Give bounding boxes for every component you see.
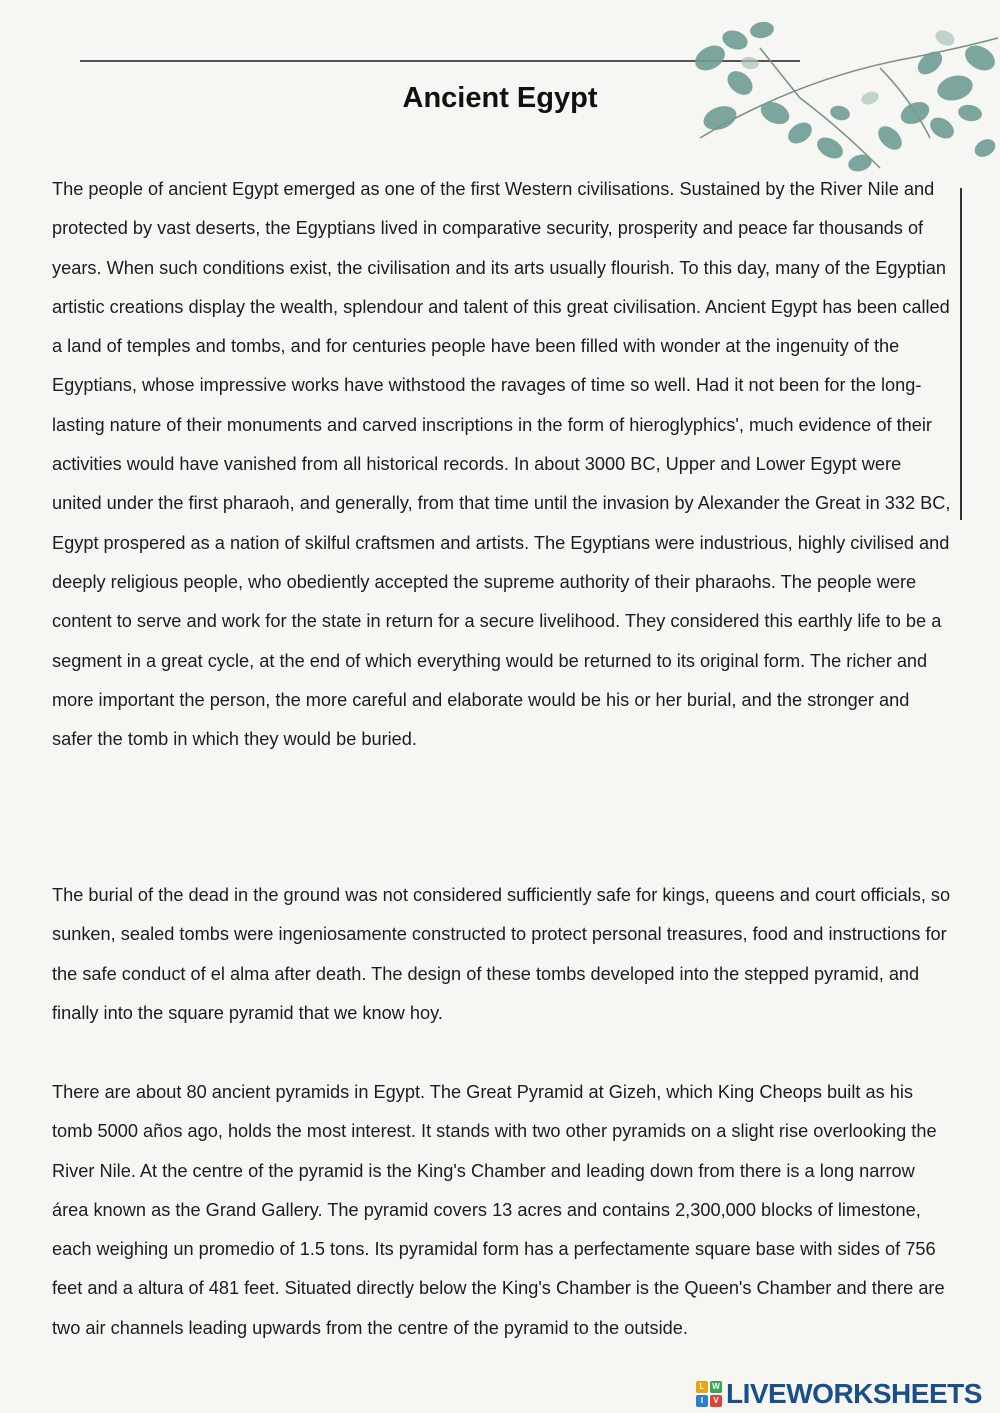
- logo-mark-letter: W: [710, 1381, 722, 1393]
- logo-mark-icon: [696, 1381, 722, 1407]
- side-divider: [960, 188, 962, 520]
- logo-mark-letter: I: [696, 1395, 708, 1407]
- logo-text: LIVEWORKSHEETS: [726, 1378, 982, 1409]
- logo-mark-letter: L: [696, 1381, 708, 1393]
- liveworksheets-logo: [696, 1377, 982, 1411]
- paragraph-3: There are about 80 ancient pyramids in Egypt. The Great Pyramid at Gizeh, which King Cheops built as his tomb 5000 años ago, holds the most interest. It stands with two other pyramids on a slight rise overlooking the River Nile. At the centre of the pyramid is the King's Chamber and leading down from there is a long narrow área known as the Grand Gallery. The pyramid covers 13 acres and contains 2,300,000 blocks of limestone, each weighing un promedio of 1.5 tons. Its pyramidal form has a perfectamente square base with sides of 756 feet and a altura of 481 feet. Situated directly below the King's Chamber is the Queen's Chamber and there are two air channels leading upwards from the centre of the pyramid to the outside.: [52, 1082, 945, 1338]
- logo-mark-letter: V: [710, 1395, 722, 1407]
- paragraph-2: The burial of the dead in the ground was not considered sufficiently safe for kings, queens and court officials, so sunken, sealed tombs were ingeniosamente constructed to protect personal treasures, food and instructions for the safe conduct of el alma after death. The design of these tombs developed into the stepped pyramid, and finally into the square pyramid that we know hoy.: [52, 885, 951, 1023]
- paragraph-1: The people of ancient Egypt emerged as one of the first Western civilisations. Sustained by the River Nile and protected by vast deserts, the Egyptians lived in comparative security, prosperity and peace far thousands of years. When such conditions exist, the civilisation and its arts usually flourish. To this day, many of the Egyptian artistic creations display the wealth, splendour and talent of this great civilisation. Ancient Egypt has been called a land of temples and tombs, and for centuries people have been filled with wonder at the ingenuity of the Egyptians, whose impressive works have withstood the ravages of time so well. Had it not been for the long-lasting nature of their monuments and carved inscriptions in the form of hieroglyphics', much evidence of their activities would have vanished from all historical records. In about 3000 BC, Upper and Lower Egypt were united under the first pharaoh, and generally, from that time until the invasion by Alexander the Great in 332 BC, Egypt prospered as a nation of skilful craftsmen and artists. The Egyptians were industrious, highly civilised and deeply religious people, who obediently accepted the supreme authority of their pharaohs. The people were content to serve and work for the state in return for a secure livelihood. They considered this earthly life to be a segment in a great cycle, at the end of which everything would be returned to its original form. The richer and more important the person, the more careful and elaborate would be his or her burial, and the stronger and safer the tomb in which they would be buried.: [52, 179, 951, 750]
- page-title: Ancient Egypt: [402, 82, 598, 114]
